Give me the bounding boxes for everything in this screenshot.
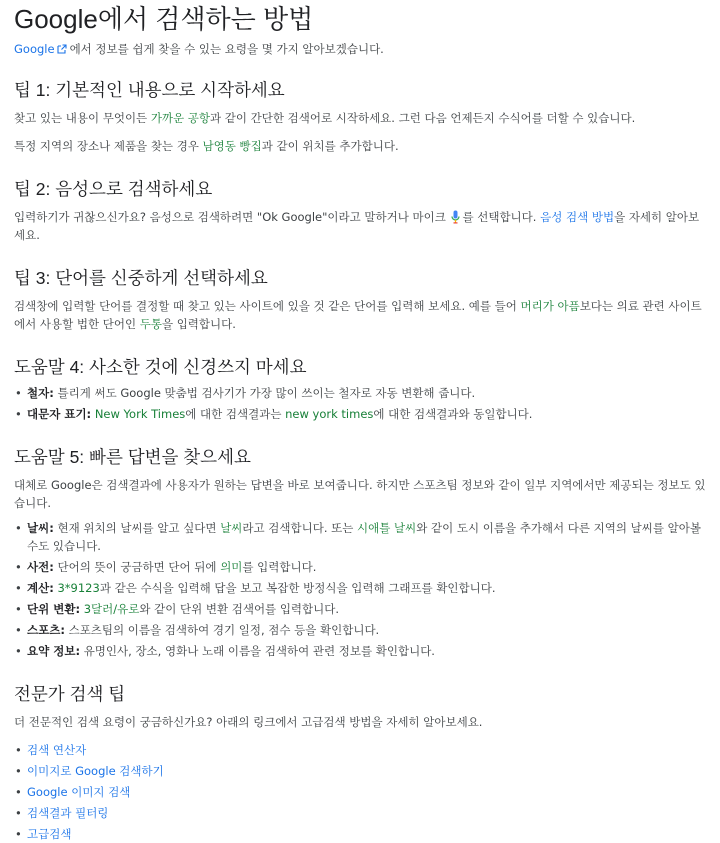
tip1-heading: 팁 1: 기본적인 내용으로 시작하세요	[14, 80, 285, 100]
expert-paragraph: 더 전문적인 검색 요령이 궁금하신가요? 아래의 링크에서 고급검색 방법을 자세히 알아보세요.	[14, 715, 483, 729]
list-item: • 요약 정보: 유명인사, 장소, 영화나 노래 이름을 검색하여 관련 정보를 확인합니다.	[27, 642, 706, 660]
tip5-paragraph: 대체로 Google은 검색결과에 사용자가 원하는 답변을 바로 보여줍니다. 하지만 스포츠팀 정보와 같이 일부 지역에서만 제공되는 정보도 있습니다.	[14, 478, 706, 510]
filter-results-link[interactable]: 검색결과 필터링	[27, 806, 109, 820]
example-query: 3*9123	[57, 581, 100, 595]
list-item: • 날씨: 현재 위치의 날씨를 알고 싶다면 날씨라고 검색합니다. 또는 시애틀 날씨와 같이 도시 이름을 추가해서 다른 지역의 날씨를 알아볼 수도 있습니다.	[27, 519, 706, 555]
example-query: 머리가 아픔	[520, 299, 580, 313]
tip3-heading: 팁 3: 단어를 신중하게 선택하세요	[14, 268, 268, 288]
list-item	[27, 741, 706, 759]
example-query: New York Times	[94, 407, 186, 421]
example-query: 3달러/유로	[83, 602, 140, 616]
search-by-image-link[interactable]: 이미지로 Google 검색하기	[27, 764, 164, 778]
expert-link-list	[14, 741, 706, 843]
list-item: • 계산: 3*9123과 같은 수식을 입력해 답을 보고 복잡한 방정식을 입력해 그래프를 확인합니다.	[27, 579, 706, 597]
google-link[interactable]: Google	[14, 42, 55, 56]
intro-paragraph	[14, 40, 706, 58]
google-images-link[interactable]: Google 이미지 검색	[27, 785, 131, 799]
tip5-heading: 도움말 5: 빠른 답변을 찾으세요	[14, 447, 251, 467]
tip1-paragraph-2: 특정 지역의 장소나 제품을 찾는 경우 남영동 빵집과 같이 위치를 추가합니다.	[14, 139, 399, 153]
example-query: 의미	[220, 560, 243, 574]
list-item: • 단위 변환: 3달러/유로와 같이 단위 변환 검색어를 입력합니다.	[27, 600, 706, 618]
list-item	[27, 804, 706, 822]
list-item	[27, 783, 706, 801]
intro-text: 에서 정보를 쉽게 찾을 수 있는 요령을 몇 가지 알아보겠습니다.	[69, 42, 384, 56]
example-query: 남영동 빵집	[202, 139, 262, 153]
list-item: • 철자: 틀리게 써도 Google 맞춤법 검사기가 가장 많이 쓰이는 철자로 자동 변환해 줍니다.	[27, 384, 706, 402]
microphone-icon	[451, 210, 460, 224]
tip2-heading: 팁 2: 음성으로 검색하세요	[14, 179, 213, 199]
tip4-heading: 도움말 4: 사소한 것에 신경쓰지 마세요	[14, 357, 307, 377]
example-query: 두통	[139, 317, 162, 331]
page-title: Google에서 검색하는 방법	[14, 4, 314, 34]
tip5-list	[14, 519, 706, 660]
expert-heading: 전문가 검색 팁	[14, 684, 126, 704]
list-item: • 스포츠: 스포츠팀의 이름을 검색하여 경기 일정, 점수 등을 확인합니다.	[27, 621, 706, 639]
search-operators-link[interactable]: 검색 연산자	[27, 743, 87, 757]
list-item: • 대문자 표기: New York Times에 대한 검색결과는 new york times에 대한 검색결과와 동일합니다.	[27, 405, 706, 423]
tip2-paragraph: 입력하기가 귀찮으신가요? 음성으로 검색하려면 "Ok Google"이라고 말하거나 마이크 를 선택합니다. 음성 검색 방법을 자세히 알아보세요.	[14, 210, 700, 242]
example-query: 가까운 공항	[150, 111, 211, 125]
advanced-search-link[interactable]: 고급검색	[27, 827, 72, 841]
list-item	[27, 825, 706, 843]
list-item	[27, 762, 706, 780]
example-query: 시애틀 날씨	[357, 521, 417, 535]
tip3-paragraph: 검색창에 입력할 단어를 결정할 때 찾고 있는 사이트에 있을 것 같은 단어를 입력해 보세요. 예를 들어 머리가 아픔보다는 의료 관련 사이트에서 사용할 법한 단어인 두통을 입력합니다.	[14, 299, 702, 331]
tip4-list	[14, 384, 706, 423]
list-item: • 사전: 단어의 뜻이 궁금하면 단어 뒤에 의미를 입력합니다.	[27, 558, 706, 576]
voice-search-link[interactable]: 음성 검색 방법	[540, 210, 615, 224]
example-query: new york times	[285, 407, 374, 421]
example-query: 날씨	[220, 521, 243, 535]
tip1-paragraph-1: 찾고 있는 내용이 무엇이든 가까운 공항과 같이 간단한 검색어로 시작하세요. 그런 다음 언제든지 수식어를 더할 수 있습니다.	[14, 111, 636, 125]
external-link-icon	[57, 44, 67, 54]
